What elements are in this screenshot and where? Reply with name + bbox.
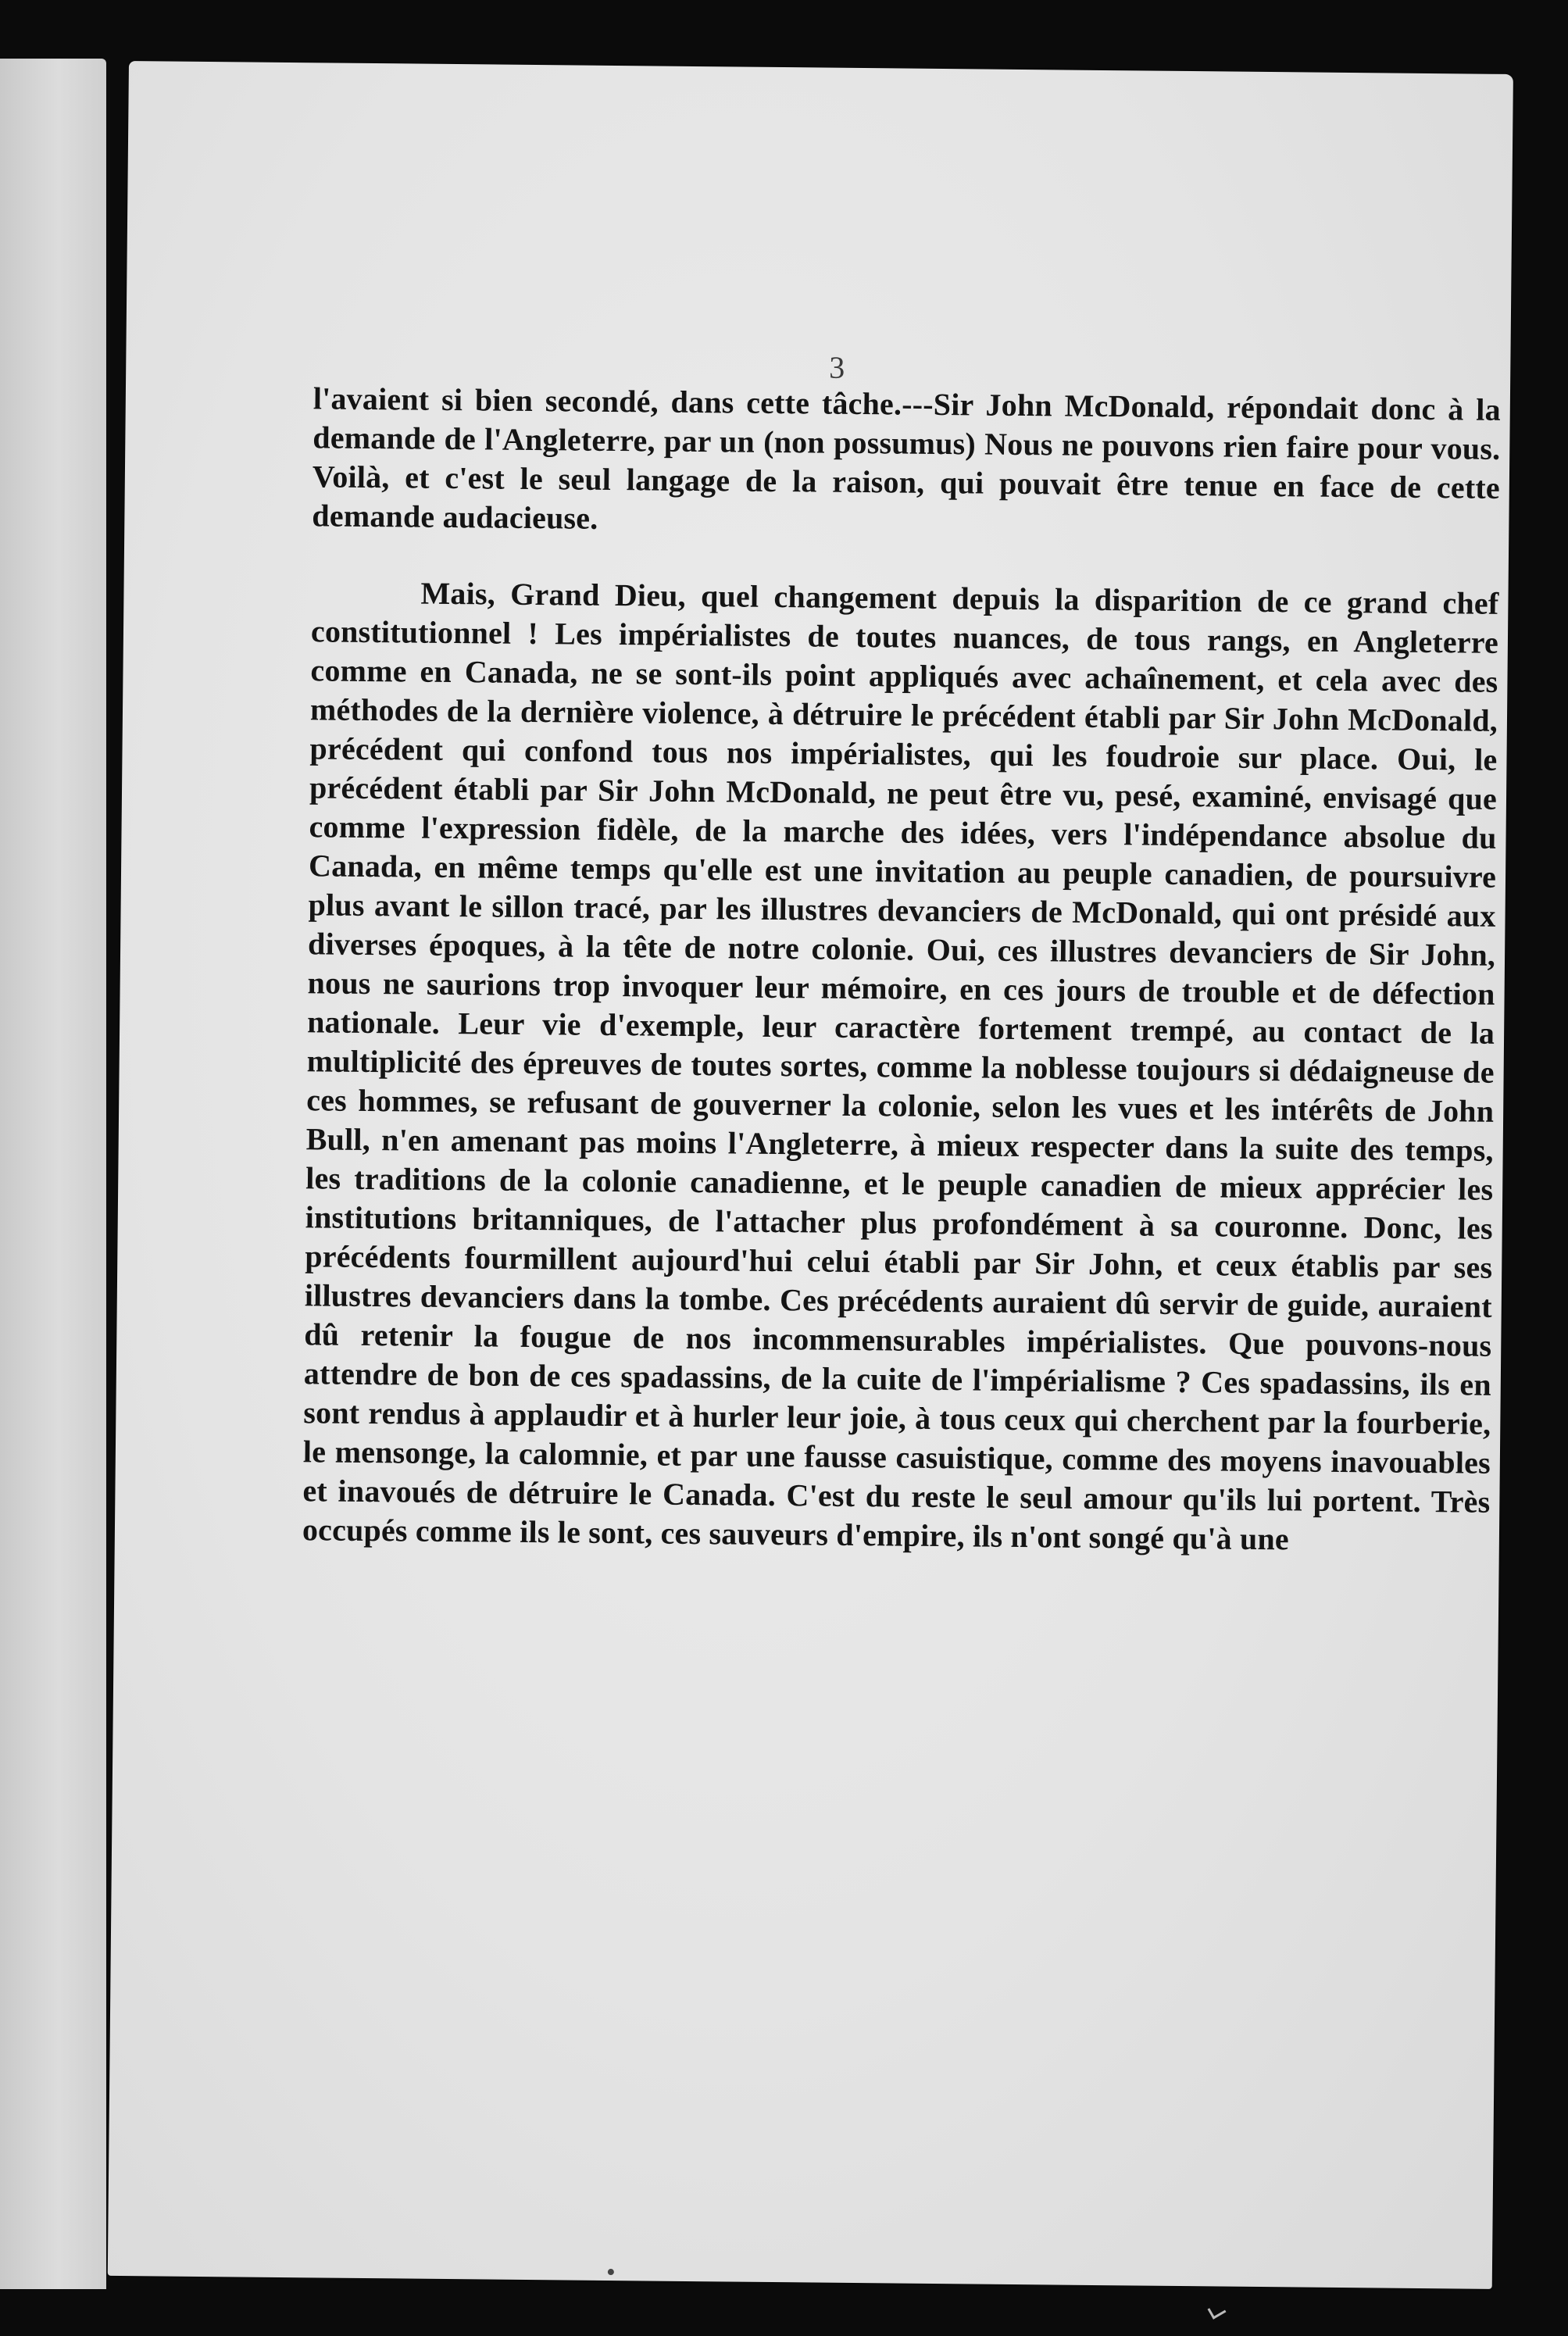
paragraph: Mais, Grand Dieu, quel changement depuis la disparition de ce grand chef constitutionnel ! Les impérialistes de toutes nuances, de tous rangs, en Angleterre comme en Canada, ne se sont-ils point appliqués avec achaînement, et cela avec des méthodes de la dernière violence, à détruire le précédent établi par Sir John McDonald, précédent qui confond tous nos impérialistes, qui les foudroie sur place. Oui, le précédent établi par Sir John McDonald, ne peut être vu, pesé, examiné, envisagé que comme l'expression fidèle, de la marche des idées, vers l'indépendance absolue du Canada, en même temps qu'elle est une invitation au peuple canadien, de poursuivre plus avant le sillon tracé, par les illustres devanciers de McDonald, qui ont présidé aux diverses époques, à la tête de notre colonie. Oui, ces illustres devanciers de Sir John, nous ne saurions trop invoquer leur mémoire, en ces jours de trouble et de défection nationale. Leur vie d'exemple, leur caractère fortement trempé, au contact de la multiplicité des épreuves de toutes sortes, comme la noblesse toujours si dédaigneuse de ces hommes, se refusant de gouverner la colonie, selon les vues et les intérêts de John Bull, n'en amenant pas moins l'Angleterre, à mieux respecter dans la suite des temps, les traditions de la colonie canadienne, et le peuple canadien de mieux apprécier les institutions britanniques, de l'attacher plus profondément à sa couronne. Donc, les précédents fourmillent aujourd'hui celui établi par Sir John, et ceux établis par ses illustres devanciers dans la tombe. Ces précédents auraient dû servir de guide, auraient dû retenir la fougue de nos incommensurables impérialistes. Que pouvons-nous attendre de bon de ces spadassins, de la cuite de l'impérialisme ? Ces spadassins, ils en sont rendus à applaudir et à hurler leur joie, à tous ceux qui cherchent par la fourberie, le mensonge, la calomnie, et par une fausse casuistique, comme des moyens inavouables et inavoués de détruire le Canada. C'est du reste le seul amour qu'ils lui portent. Très occupés comme ils le sont, ces sauveurs d'empire, ils n'ont songé qu'à une bbox=[302, 575, 1499, 1557]
page-number: 3 bbox=[829, 349, 845, 385]
ink-speck bbox=[608, 2269, 614, 2275]
body-text bbox=[302, 379, 1501, 1561]
previous-page-edge bbox=[0, 59, 106, 2289]
paragraph: l'avaient si bien secondé, dans cette tâche.---Sir John McDonald, répondait donc à la demande de l'Angleterre, par un (non possumus) Nous ne pouvons rien faire pour vous. Voilà, et c'est le seul langage de la raison, qui pouvait être tenue en face de cette demande audacieuse. bbox=[312, 380, 1502, 536]
scan-corner-mark bbox=[1208, 2302, 1227, 2319]
scanned-page bbox=[108, 61, 1513, 2289]
